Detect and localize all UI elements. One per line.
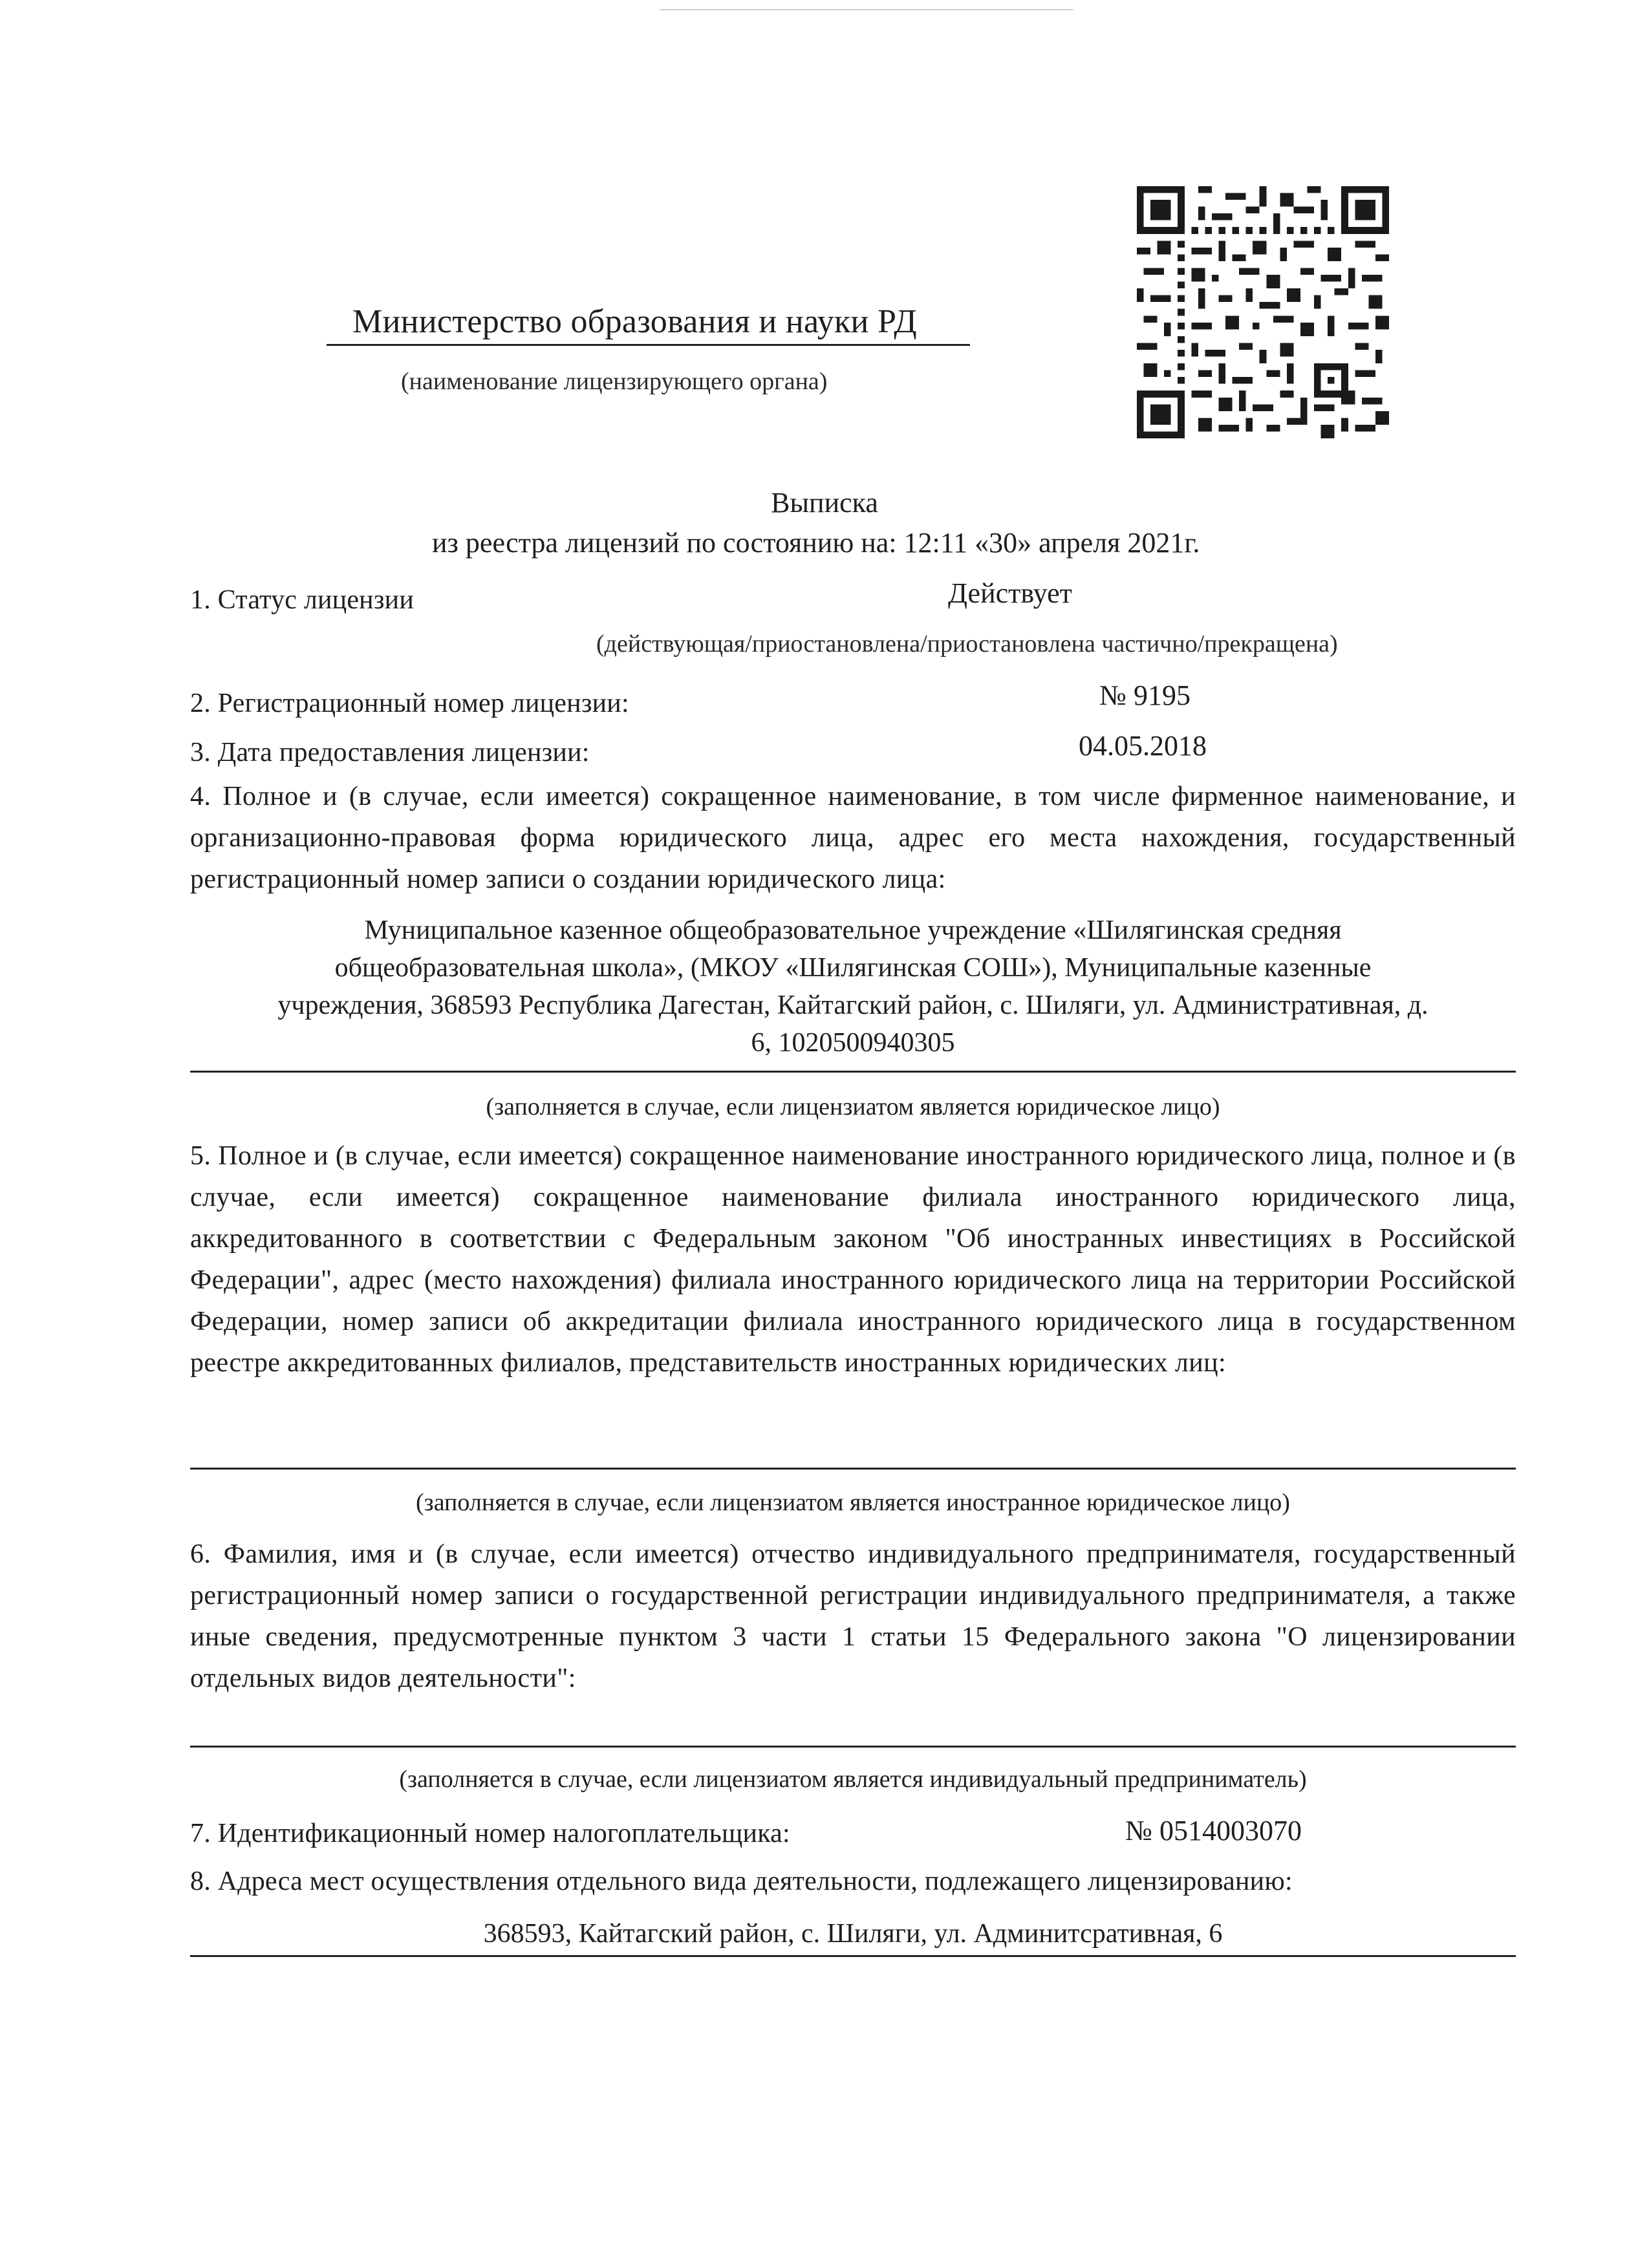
- p8-label: 8. Адреса мест осуществления отдельного вида деятельности, подлежащего лицензированию:: [190, 1867, 1293, 1896]
- qr-code-icon: [1137, 186, 1389, 438]
- inn-label: 7. Идентификационный номер налогоплательщика:: [190, 1819, 790, 1848]
- authority-underline: [327, 344, 970, 346]
- reg-number-label: 2. Регистрационный номер лицензии:: [190, 689, 629, 718]
- status-label: 1. Статус лицензии: [190, 585, 414, 615]
- p6-underline: [190, 1746, 1516, 1748]
- p6-caption: (заполняется в случае, если лицензиатом является индивидуальный предприниматель): [399, 1766, 1307, 1793]
- p4-value-line: Муниципальное казенное общеобразовательное учреждение «Шилягинская средняя: [364, 915, 1342, 945]
- p4-value: [190, 912, 1516, 1062]
- extract-title: Выписка: [771, 487, 878, 519]
- reg-number-value: № 9195: [1099, 679, 1191, 711]
- p4-underline: [190, 1071, 1516, 1073]
- p5-text: 5. Полное и (в случае, если имеется) сокращенное наименование иностранного юридического лица, полное и (в случае, если имеется) сокращенное наименование филиала иностранного юридического лица, аккредитованного в соответствии с Федеральным законом "Об иностранных инвестициях в Российской Федерации", адрес (место нахождения) филиала иностранного юридического лица на территории Российской Федерации, номер записи об аккредитации филиала иностранного юридического лица в государственном реестре аккредитованных филиалов, представительств иностранных юридических лиц:: [190, 1141, 1516, 1378]
- p5-caption: (заполняется в случае, если лицензиатом является иностранное юридическое лицо): [416, 1489, 1290, 1516]
- scan-edge-line: [660, 9, 1073, 10]
- status-caption: (действующая/приостановлена/приостановлена частично/прекращена): [596, 630, 1338, 658]
- p4-caption: (заполняется в случае, если лицензиатом является юридическое лицо): [486, 1093, 1220, 1120]
- p8-value: 368593, Кайтагский район, с. Шиляги, ул. Админитсративная, 6: [483, 1919, 1223, 1949]
- p4-value-line: общеобразовательная школа», (МКОУ «Шилягинская СОШ»), Муниципальные казенные: [334, 953, 1372, 983]
- p5-underline: [190, 1468, 1516, 1470]
- p4-value-line: 6, 1020500940305: [751, 1028, 955, 1058]
- inn-value: № 0514003070: [1125, 1815, 1302, 1846]
- licensing-authority-name: Министерство образования и науки РД: [352, 303, 918, 340]
- status-value: Действует: [948, 577, 1072, 609]
- p4-text: 4. Полное и (в случае, если имеется) сокращенное наименование, в том числе фирменное наименование, и организационно-правовая форма юридического лица, адрес его места нахождения, государственный регистрационный номер записи о создании юридического лица:: [190, 782, 1516, 894]
- extract-subtitle: из реестра лицензий по состоянию на: 12:11 «30» апреля 2021г.: [432, 527, 1200, 559]
- p4-value-line: учреждения, 368593 Республика Дагестан, Кайтагский район, с. Шиляги, ул. Административная, д.: [277, 990, 1428, 1020]
- p6-text: 6. Фамилия, имя и (в случае, если имеется) отчество индивидуального предпринимателя, государственный регистрационный номер записи о государственной регистрации индивидуального предпринимателя, а также иные сведения, предусмотренные пунктом 3 части 1 статьи 15 Федерального закона "О лицензировании отдельных видов деятельности":: [190, 1539, 1516, 1693]
- date-label: 3. Дата предоставления лицензии:: [190, 738, 590, 767]
- authority-caption: (наименование лицензирующего органа): [401, 368, 828, 395]
- p8-underline: [190, 1955, 1516, 1957]
- date-value: 04.05.2018: [1079, 730, 1207, 762]
